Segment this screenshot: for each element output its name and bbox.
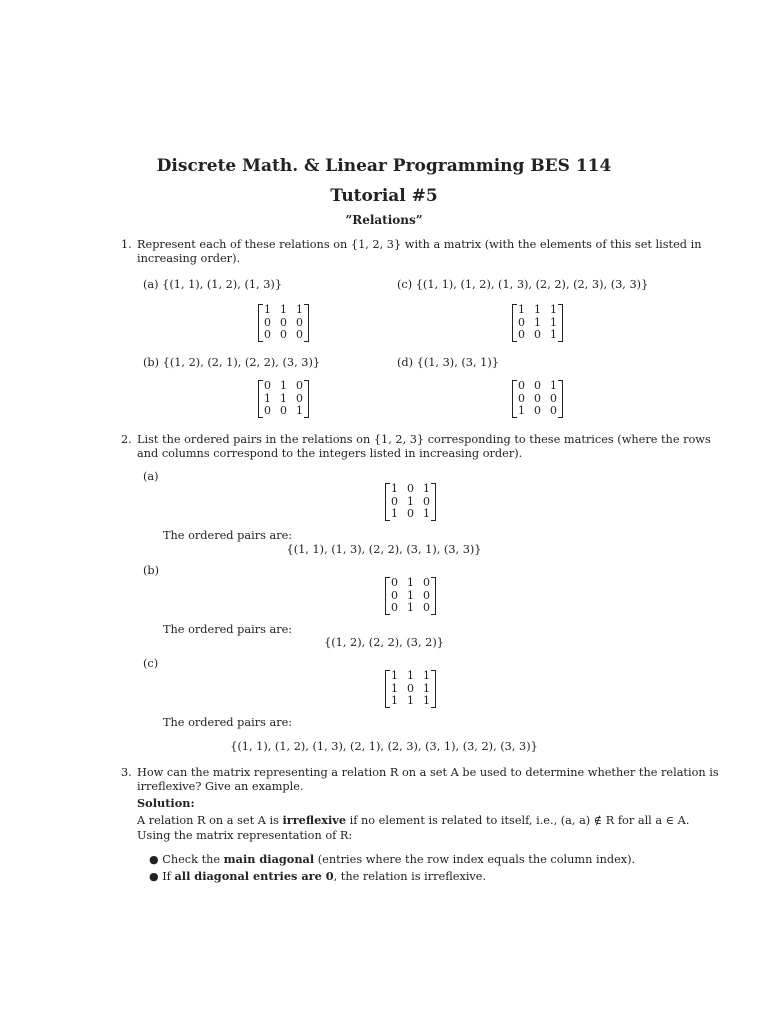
q1c-label: (c) {(1, 1), (1, 2), (1, 3), (2, 2), (2, 3), (3, 3)} [397,278,649,291]
bullet-item: ● If all diagonal entries are 0, the relation is irreflexive. [149,869,487,883]
matrix-row: 0 1 0 [391,494,430,508]
q2a-label: (a) [143,470,159,483]
matrix-row: 0 0 0 [518,391,557,405]
matrix-row: 1 0 0 [518,404,557,417]
matrix-row: 0 0 1 [518,379,557,392]
matrix-row: 0 1 1 [518,315,557,329]
q2b-pairs-label: The ordered pairs are: [163,623,293,636]
q2a-pairs: {(1, 1), (1, 3), (2, 2), (3, 1), (3, 3)} [286,543,482,556]
q2b-pairs: {(1, 2), (2, 2), (3, 2)} [324,636,444,649]
bullet-icon: ● [149,853,159,866]
q2-number: 2. [121,433,132,446]
bullet-icon: ● [149,870,159,883]
q1b-label: (b) {(1, 2), (2, 1), (2, 2), (3, 3)} [143,356,321,369]
q1a-label: (a) {(1, 1), (1, 2), (1, 3)} [143,278,283,291]
q2b-label: (b) [143,564,160,577]
matrix-row: 1 1 1 [518,303,557,316]
solution-label: Solution: [137,796,195,810]
q1b-matrix [258,380,309,418]
matrix-row: 1 0 1 [391,507,430,520]
q1-number: 1. [121,238,132,251]
q3-number: 3. [121,766,132,779]
matrix-row: 0 1 0 [391,576,430,589]
irreflexive-term: irreflexive [282,813,347,827]
q1a-matrix [258,304,309,342]
matrix-row: 1 1 0 [264,391,303,405]
solution-text-line1: A relation R on a set A is irreflexive if no element is related to itself, i.e., (a, a) ∉ R for all a ∈ A. [137,813,690,827]
q1d-label: (d) {(1, 3), (3, 1)} [397,356,499,369]
q2b-matrix [385,577,436,615]
q1b-set: {(1, 2), (2, 1), (2, 2), (3, 3)} [162,356,321,369]
matrix-row: 0 0 0 [264,328,303,341]
bullet-item: ● Check the main diagonal (entries where the row index equals the column index). [149,852,636,866]
q1d-set: {(1, 3), (3, 1)} [416,356,499,369]
document-title: Discrete Math. & Linear Programming BES 114 [156,156,612,176]
q1-text-line2: increasing order). [137,252,241,265]
matrix-row: 1 1 1 [264,303,303,316]
solution-text-line2: Using the matrix representation of R: [137,829,353,842]
matrix-row: 0 1 0 [391,601,430,614]
matrix-row: 0 0 0 [264,315,303,329]
matrix-row: 1 1 1 [391,669,430,682]
q2c-label: (c) [143,657,159,670]
q1a-set: {(1, 1), (1, 2), (1, 3)} [162,278,283,291]
matrix-row: 1 1 1 [391,694,430,707]
q2-text-line1: List the ordered pairs in the relations on {1, 2, 3} corresponding to these matrices (where the rows [137,433,711,446]
q1c-matrix [512,304,563,342]
topic-heading: ”Relations” [345,213,423,227]
q2c-pairs: {(1, 1), (1, 2), (1, 3), (2, 1), (2, 3), (3, 1), (3, 2), (3, 3)} [230,740,538,753]
q1d-matrix [512,380,563,418]
matrix-row: 0 0 1 [264,404,303,417]
matrix-row: 0 0 1 [518,328,557,341]
q2-text-line2: and columns correspond to the integers listed in increasing order). [137,447,523,460]
q2a-pairs-label: The ordered pairs are: [163,529,293,542]
q1-text-line1: Represent each of these relations on {1, 2, 3} with a matrix (with the elements of this set listed in [137,238,702,251]
matrix-row: 0 1 0 [264,379,303,392]
q2a-matrix [385,483,436,521]
q2c-pairs-label: The ordered pairs are: [163,716,293,729]
q2c-matrix [385,670,436,708]
matrix-row: 0 1 0 [391,588,430,602]
q3-text-line2: irreflexive? Give an example. [137,780,304,793]
q3-text-line1: How can the matrix representing a relation R on a set A be used to determine whether the relation is [137,766,719,779]
matrix-row: 1 0 1 [391,482,430,495]
tutorial-heading: Tutorial #5 [330,186,438,206]
q1c-set: {(1, 1), (1, 2), (1, 3), (2, 2), (2, 3), (3, 3)} [415,278,649,291]
matrix-row: 1 0 1 [391,681,430,695]
